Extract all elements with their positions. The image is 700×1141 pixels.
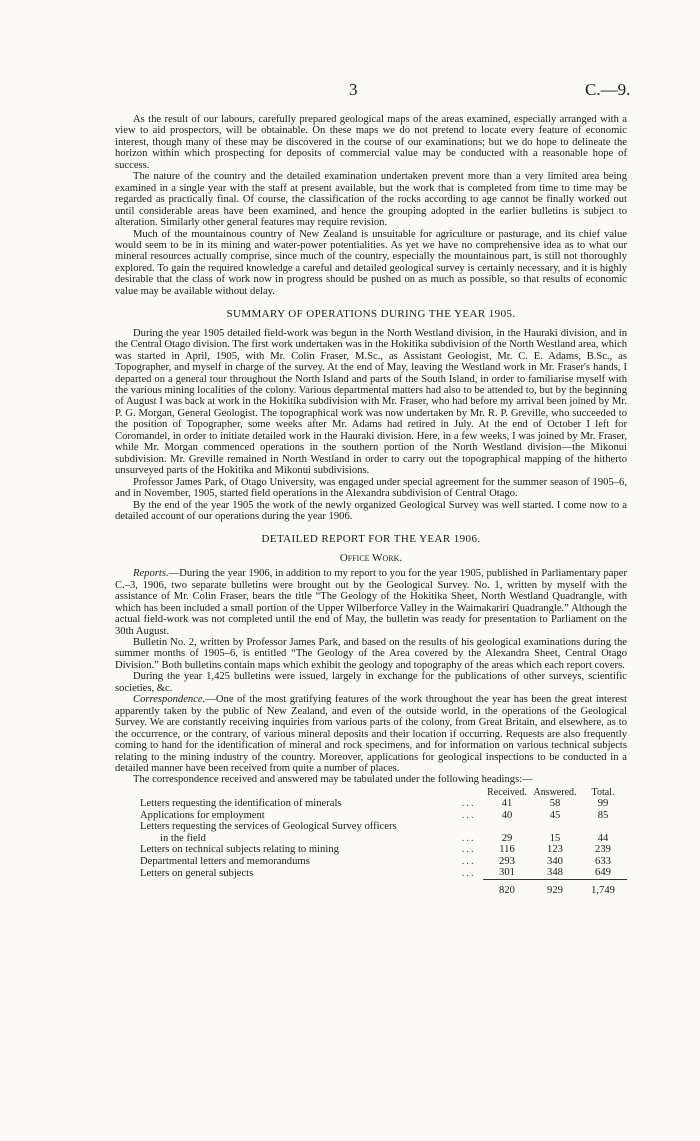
leader-dots: ...: [461, 844, 476, 856]
paper-code: C.—9.: [585, 80, 631, 99]
correspondence-text: —One of the most gratifying features of the work throughout the year has been the great interest apparently taken by the public of New Zealand, and even of the outside world, in the operations of the Geological Survey. We are constantly receiving inquiries from various parts of the colony, from Great Britain, and elsewhere, as to the occurrence, or the contrary, of various mineral deposits and their location if occurring. Requests are also frequently coming to hand for the identification of mineral and rock specimens, and for information on various technical subjects relating to the mining industry of the country. Moreover, applications for geological inspections to be conducted in a detailed manner have been received from quite a number of places.: [115, 694, 627, 775]
summary-paragraph: Professor James Park, of Otago University, was engaged under special agreement for the summer season of 1905–6, and in November, 1905, started field operations in the Alexandra subdivision of Central Otago.: [115, 476, 627, 500]
cell-total: 649: [595, 867, 611, 879]
cell-received: 301: [499, 867, 515, 879]
total-total: 1,749: [591, 884, 615, 896]
leader-dots: ...: [461, 809, 476, 821]
leader-dots: ...: [461, 867, 476, 879]
correspondence-paragraph: [115, 694, 627, 774]
office-work-subheading: Office Work.: [339, 551, 403, 564]
table-row: [115, 810, 627, 821]
table-row: [115, 833, 627, 844]
reports-text: —During the year 1906, in addition to my report to you for the year 1905, published in Parliamentary paper C.–3, 1906, two separate bulletins were brought out by the Geological Survey. No. 1, written by myself with the assistance of Mr. Colin Fraser, bears the title “The Geology of the Hokitika Sheet, North Westland Quadrangle, with which has been included a small portion of the Upper Wilberforce Valley in the Waimakariri Quadrangle.” Although the actual field-work was not completed until the end of May, the bulletin was ready for presentation to Parliament on the 30th August.: [115, 568, 627, 637]
cell-received: 41: [501, 798, 513, 810]
document-body: [115, 114, 627, 896]
issued-paragraph: During the year 1,425 bulletins were issued, largely in exchange for the publications of other surveys, scientific societies, &c.: [115, 671, 627, 694]
bulletin-paragraph: Bulletin No. 2, written by Professor James Park, and based on the results of his geological examinations during the summer months of 1905–6, is entitled “The Geology of the Area covered by the Alexandra Sheet, Central Otago Division.” Both bulletins contain maps which exhibit the geology and topography of the areas which each report covers.: [115, 637, 627, 671]
total-received: 820: [499, 884, 515, 896]
leader-dots: ...: [461, 832, 476, 844]
cell-answered: 58: [549, 798, 561, 810]
table-header-row: [115, 787, 627, 798]
page-number: 3: [349, 80, 358, 99]
total-answered: 929: [547, 884, 563, 896]
leader-dots: ...: [461, 855, 476, 867]
cell-answered: 340: [547, 855, 563, 867]
cell-received: 40: [501, 809, 513, 821]
cell-answered: 123: [547, 844, 563, 856]
summary-paragraph: During the year 1905 detailed field-work was begun in the North Westland division, in the Hauraki division, and in the Central Otago division. The first work undertaken was in the Hokitika subdivision of the North Westland area, which was started in April, 1905, with Mr. Colin Fraser, M.Sc., as Assistant Geologist, Mr. C. E. Adams, B.Sc., as Topographer, and myself in charge of the survey. At the end of May, leaving the Westland work in Mr. Fraser's hands, I departed on a general tour throughout the North Island and parts of the South Island, in order to familiarise myself with the various mining localities of the colony. Various departmental matters had also to be attended to, but by the beginning of August I was back at work in the Hokitika subdivision with Mr. Fraser, who had before my arrival been joined by Mr. P. G. Morgan, General Geologist. The topographical work was now undertaken by Mr. R. P. Greville, who succeeded to the position of Topographer, some weeks after Mr. Adams had retired in July. At the end of October I left for Coromandel, in order to initiate detailed work in the Hauraki division. Here, in a few weeks, I was joined by Mr. Fraser, while Mr. Morgan commenced operations in the southern portion of the North Westland division—the Mikonui subdivision. Mr. Greville remained in North Westland in order to carry out the topographical mapping of the hitherto unsurveyed parts of the Hokitika and Mikonui subdivisions.: [115, 327, 627, 477]
reports-label: Reports.: [133, 568, 169, 580]
cell-answered: 15: [549, 832, 561, 844]
summary-paragraph: By the end of the year 1905 the work of the newly organized Geological Survey was well started. I come now to a detailed account of our operations during the year 1906.: [115, 499, 627, 522]
cell-received: 293: [499, 855, 515, 867]
table-totals-row: [115, 880, 627, 896]
correspondence-label: Correspondence.: [133, 694, 206, 706]
detailed-heading: DETAILED REPORT FOR THE YEAR 1906.: [261, 533, 481, 546]
column-header-received: Received.: [487, 786, 527, 798]
table-row: [115, 844, 627, 855]
row-label: Letters requesting the identification of minerals: [140, 798, 342, 810]
page-header: [0, 80, 700, 100]
column-header-answered: Answered.: [533, 786, 577, 798]
cell-answered: 45: [549, 809, 561, 821]
row-label: Letters requesting the services of Geological Survey officers: [140, 821, 397, 833]
cell-received: 116: [499, 844, 515, 856]
table-intro: The correspondence received and answered may be tabulated under the following headings:—: [133, 774, 533, 786]
row-label: Letters on general subjects: [140, 867, 254, 879]
intro-paragraph: The nature of the country and the detailed examination undertaken prevent more than a very limited area being examined in a single year with the staff at present available, but the work that is completed from time to time may be regarded as practically final. Of course, the classification of the rocks according to age cannot be finally worked out until considerable areas have been examined, and hence the grouping adopted in the earlier bulletins is subject to alteration. Similarly other general features may require revision.: [115, 171, 627, 229]
cell-answered: 348: [547, 867, 563, 879]
intro-paragraph: Much of the mountainous country of New Zealand is unsuitable for agriculture or pasturage, and its chief value would seem to be in its mining and water-power potentialities. As yet we have no comprehensive idea as to what our mineral resources actually comprise, since much of the country, especially the mountainous part, is still not thoroughly explored. To gain the required knowledge a careful and detailed geological survey is certainly necessary, and it is highly desirable that the class of work now in progress should be pushed on as much as possible, so that results of economic value may be available without delay.: [115, 228, 627, 297]
table-row: [115, 798, 627, 809]
intro-paragraph: As the result of our labours, carefully prepared geological maps of the areas examined, especially arranged with a view to aid prospectors, will be obtainable. On these maps we do not pretend to locate every feature of economic interest, though many of these may be discovered in the course of our examinations; but we do hope to delineate the horizon within which prospecting for deposits of commercial value may be conducted with a reasonable hope of success.: [115, 114, 627, 171]
row-label-continued: in the field: [160, 832, 206, 844]
column-header-total: Total.: [591, 786, 615, 798]
row-label: Applications for employment: [140, 809, 265, 821]
reports-paragraph: [115, 568, 627, 637]
cell-total: 44: [597, 832, 609, 844]
cell-total: 99: [597, 798, 609, 810]
summary-heading: SUMMARY OF OPERATIONS DURING THE YEAR 1905.: [226, 308, 516, 321]
table-row: [115, 821, 627, 832]
cell-total: 633: [595, 855, 611, 867]
table-row: [115, 867, 627, 879]
correspondence-table: [115, 787, 627, 896]
cell-total: 85: [597, 809, 609, 821]
cell-total: 239: [595, 844, 611, 856]
table-row: [115, 856, 627, 867]
cell-received: 29: [501, 832, 513, 844]
row-label: Letters on technical subjects relating to mining: [140, 844, 339, 856]
leader-dots: ...: [461, 798, 476, 810]
row-label: Departmental letters and memorandums: [140, 855, 310, 867]
